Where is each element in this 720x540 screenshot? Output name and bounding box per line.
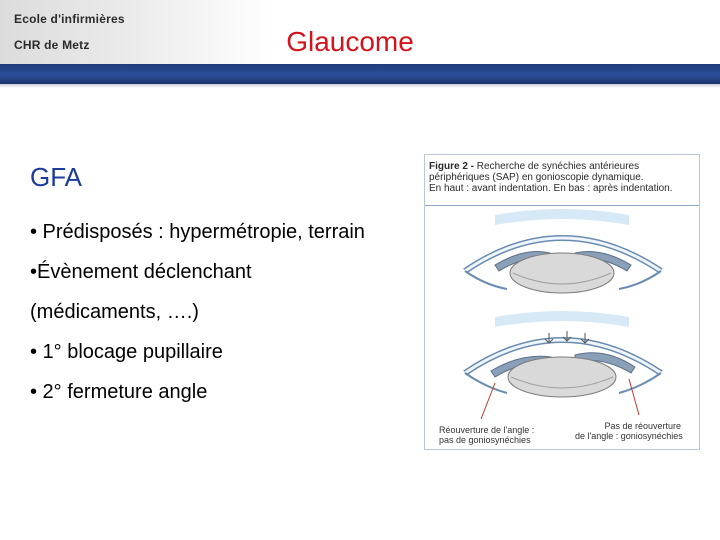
figure-caption <box>429 161 693 194</box>
sclera-left-bottom <box>465 373 507 393</box>
figure-label-no-reopening <box>575 421 681 441</box>
header-blue-band <box>0 64 720 84</box>
eye-cross-section-icon <box>425 207 699 419</box>
figure-label-reopening-line-2: pas de goniosynéchies <box>439 435 531 445</box>
figure-label-no-reopening-line-1: Pas de réouverture <box>604 421 681 431</box>
figure-caption-line-1 <box>429 161 693 172</box>
figure-caption-bold: Figure 2 - <box>429 161 475 172</box>
figure-label-reopening <box>439 425 534 445</box>
bullet-pupillary-block: • 1° blocage pupillaire <box>30 341 223 363</box>
eye-diagram-before-indentation <box>465 209 661 293</box>
figure-caption-text-1: Recherche de synéchies antérieures <box>474 161 640 172</box>
figure-caption-line-3: En haut : avant indentation. En bas : après indentation. <box>429 183 673 194</box>
pointer-line-left <box>481 383 495 419</box>
slide-title: Glaucome <box>286 26 414 57</box>
lens-top <box>510 253 614 293</box>
org-name-school: Ecole d'infirmières <box>14 12 125 26</box>
figure-label-no-reopening-line-2: de l'angle : goniosynéchies <box>575 431 683 441</box>
gonioscopy-figure <box>424 154 700 450</box>
sclera-right-top <box>619 271 661 289</box>
light-beam-bottom <box>495 311 629 327</box>
sclera-left-top <box>465 271 507 289</box>
eye-diagram-after-indentation <box>465 311 661 419</box>
pointer-line-right <box>629 379 639 415</box>
figure-caption-line-2: périphériques (SAP) en gonioscopie dynamique. <box>429 172 644 183</box>
figure-divider <box>425 205 699 206</box>
bullet-medications: (médicaments, ….) <box>30 301 199 323</box>
bullet-predisposition: • Prédisposés : hypermétropie, terrain <box>30 221 365 243</box>
sclera-right-bottom <box>619 373 661 393</box>
header-band-shadow <box>0 84 720 88</box>
slide-content <box>30 160 410 412</box>
figure-label-reopening-line-1: Réouverture de l'angle : <box>439 425 535 435</box>
lens-bottom <box>508 357 616 397</box>
org-name-hospital: CHR de Metz <box>14 38 90 52</box>
light-beam-top <box>495 209 629 225</box>
bullet-angle-closure: • 2° fermeture angle <box>30 381 208 403</box>
bullet-triggering-event: •Évènement déclenchant <box>30 261 252 283</box>
section-heading: GFA <box>30 162 83 192</box>
